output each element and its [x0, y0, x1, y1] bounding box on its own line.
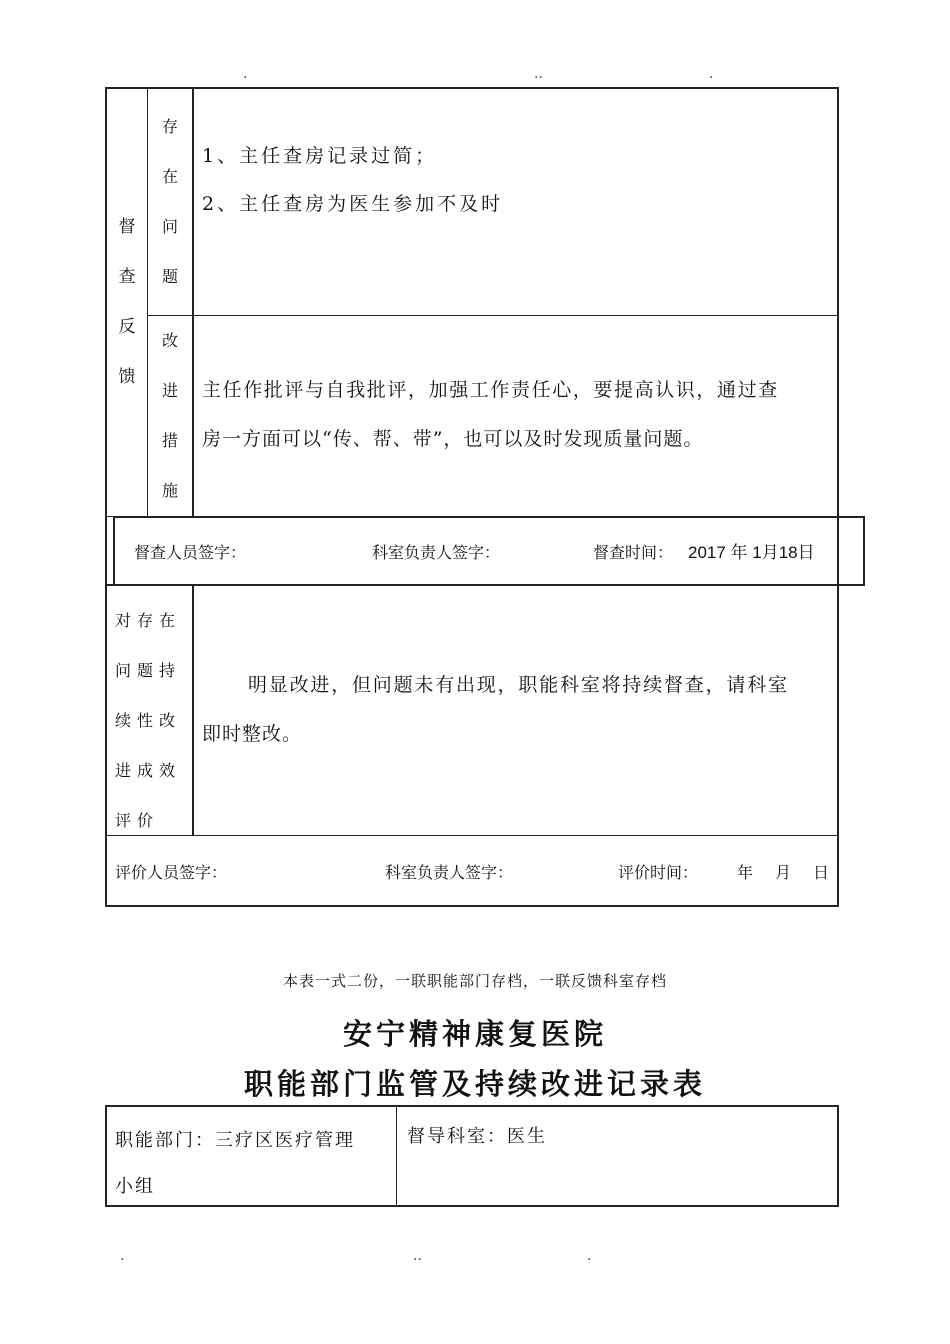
evaluation-day-label: 日 [813, 863, 830, 882]
measures-line-2: 房一方面可以“传、帮、带”，也可以及时发现质量问题。 [202, 428, 704, 450]
hospital-title: 安宁精神康复医院 [342, 1017, 607, 1051]
evaluation-time-label: 评价时间： [618, 863, 699, 882]
archive-note: 本表一式二份，一联职能部门存档，一联反馈科室存档 [282, 972, 667, 990]
top-dot-1: . [243, 66, 248, 82]
supervised-dept-field: 督导科室：医生 [407, 1126, 547, 1147]
measures-label: 改 进 措 施 [161, 331, 178, 500]
problem-item-1: 1、主任查房记录过简； [202, 145, 438, 167]
dept-head-signature-label: 科室负责人签字： [372, 543, 501, 562]
inspector-signature-label: 督查人员签字： [134, 543, 247, 562]
problems-label: 存 在 问 题 [161, 117, 178, 286]
inspection-time-label: 督查时间： [593, 543, 674, 562]
evaluation-label: 对存在 问题持 续性改 进成效 评价 [115, 611, 182, 830]
evaluator-signature-label: 评价人员签字： [115, 863, 228, 882]
evaluation-line-1: 明显改进，但问题未有出现，职能科室将持续督查，请科室 [248, 674, 789, 696]
evaluation-year-label: 年 [737, 863, 754, 882]
functional-dept-field: 职能部门：三疗区医疗管理 小组 [115, 1130, 355, 1197]
evaluation-line-2: 即时整改。 [202, 723, 303, 745]
measures-line-1: 主任作批评与自我批评，加强工作责任心，要提高认识，通过查 [202, 379, 779, 401]
bottom-dot-3: . [587, 1248, 592, 1264]
top-dot-2: .. [534, 66, 543, 82]
inspection-time-value: 2017 年 1月18日 [688, 543, 815, 562]
bottom-dot-2: .. [413, 1248, 422, 1264]
eval-dept-head-signature-label: 科室负责人签字： [385, 863, 514, 882]
evaluation-month-label: 月 [775, 863, 792, 882]
bottom-dot-1: . [120, 1248, 125, 1264]
evaluation-text [202, 661, 832, 759]
form-title: 职能部门监管及持续改进记录表 [243, 1067, 706, 1101]
problem-item-2: 2、主任查房为医生参加不及时 [202, 193, 504, 215]
section-label-feedback: 督 查 反 馈 [118, 217, 136, 387]
top-dot-3: . [709, 66, 714, 82]
measures-text [202, 366, 832, 464]
